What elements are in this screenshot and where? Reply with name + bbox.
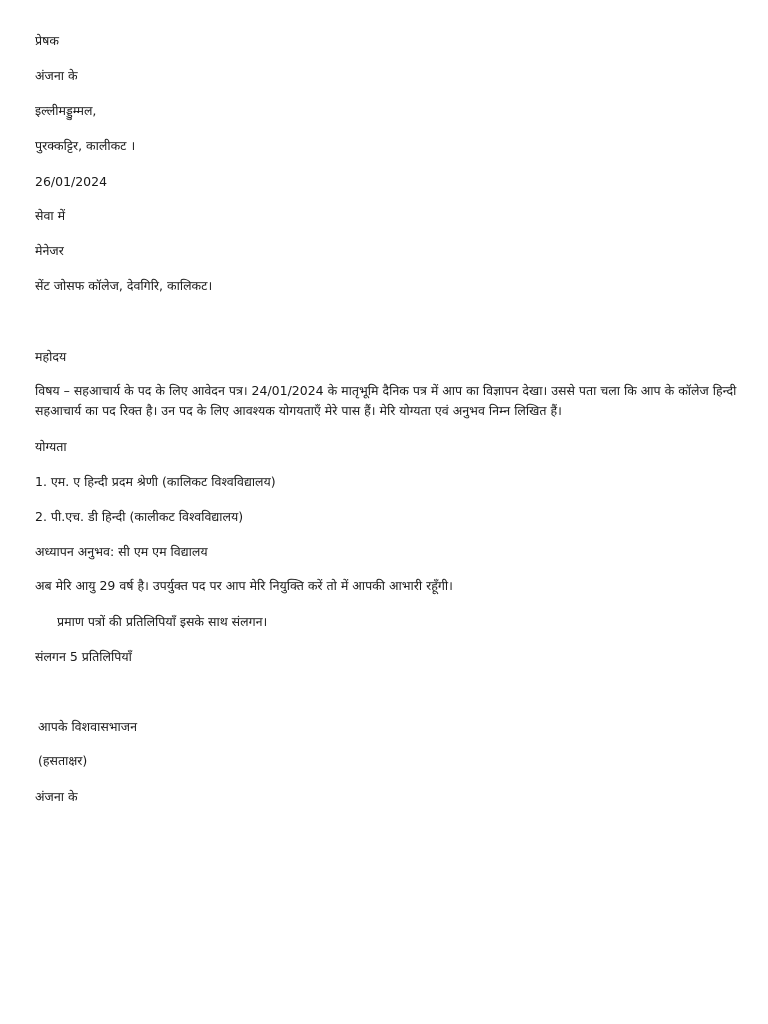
sender-heading: प्रेषक (35, 33, 59, 48)
qualification-heading: योग्यता (35, 439, 67, 454)
sender-name: अंजना के (35, 68, 78, 83)
body-paragraph: विषय – सहआचार्य के पद के लिए आवेदन पत्र। 24/01/2024 के मातृभूमि दैनिक पत्र में आप का विज्ञापन देखा। उससे पता चला कि आप के कॉलेज हिन्दी सहआचार्य का पद रिक्त है। उन पद के लिए आवश्यक योगयताएँ मेरे पास हैं। मेरि योग्यता एवं अनुभव निम्न लिखित हैं। (35, 383, 737, 418)
qualification-item-1: 1. एम. ए हिन्दी प्रदम श्रेणी (कालिकट विश्वविद्यालय) (35, 474, 276, 489)
age-request: अब मेरि आयु 29 वर्ष है। उपर्युक्त पद पर आप मेरि नियुक्ति करें तो में आपकी आभारी रहूँगी। (35, 578, 453, 593)
certificates-note: प्रमाण पत्रों की प्रतिलिपियाँ इसके साथ संलगन। (57, 614, 268, 629)
attachments-note: संलगन 5 प्रतिलिपियाँ (35, 649, 132, 664)
closing: आपके विशवासभाजन (38, 719, 138, 734)
teaching-experience: अध्यापन अनुभव: सी एम एम विद्यालय (35, 544, 208, 559)
sender-address-line1: इल्लीमड्डुम्मल, (35, 103, 97, 118)
recipient-address: सेंट जोसफ कॉलेज, देवगिरि, कालिकट। (35, 278, 213, 293)
recipient-title: मेनेजर (35, 243, 64, 258)
signature-label: (हसताक्षर) (38, 753, 88, 768)
salutation: महोदय (35, 349, 67, 364)
sender-address-line2: पुरक्कट्टिर, कालीकट । (35, 138, 136, 153)
recipient-heading: सेवा में (35, 208, 66, 223)
letter-date: 26/01/2024 (35, 174, 108, 189)
qualification-item-2: 2. पी.एच. डी हिन्दी (कालीकट विश्वविद्यालय) (35, 509, 244, 524)
signer-name: अंजना के (35, 789, 78, 804)
